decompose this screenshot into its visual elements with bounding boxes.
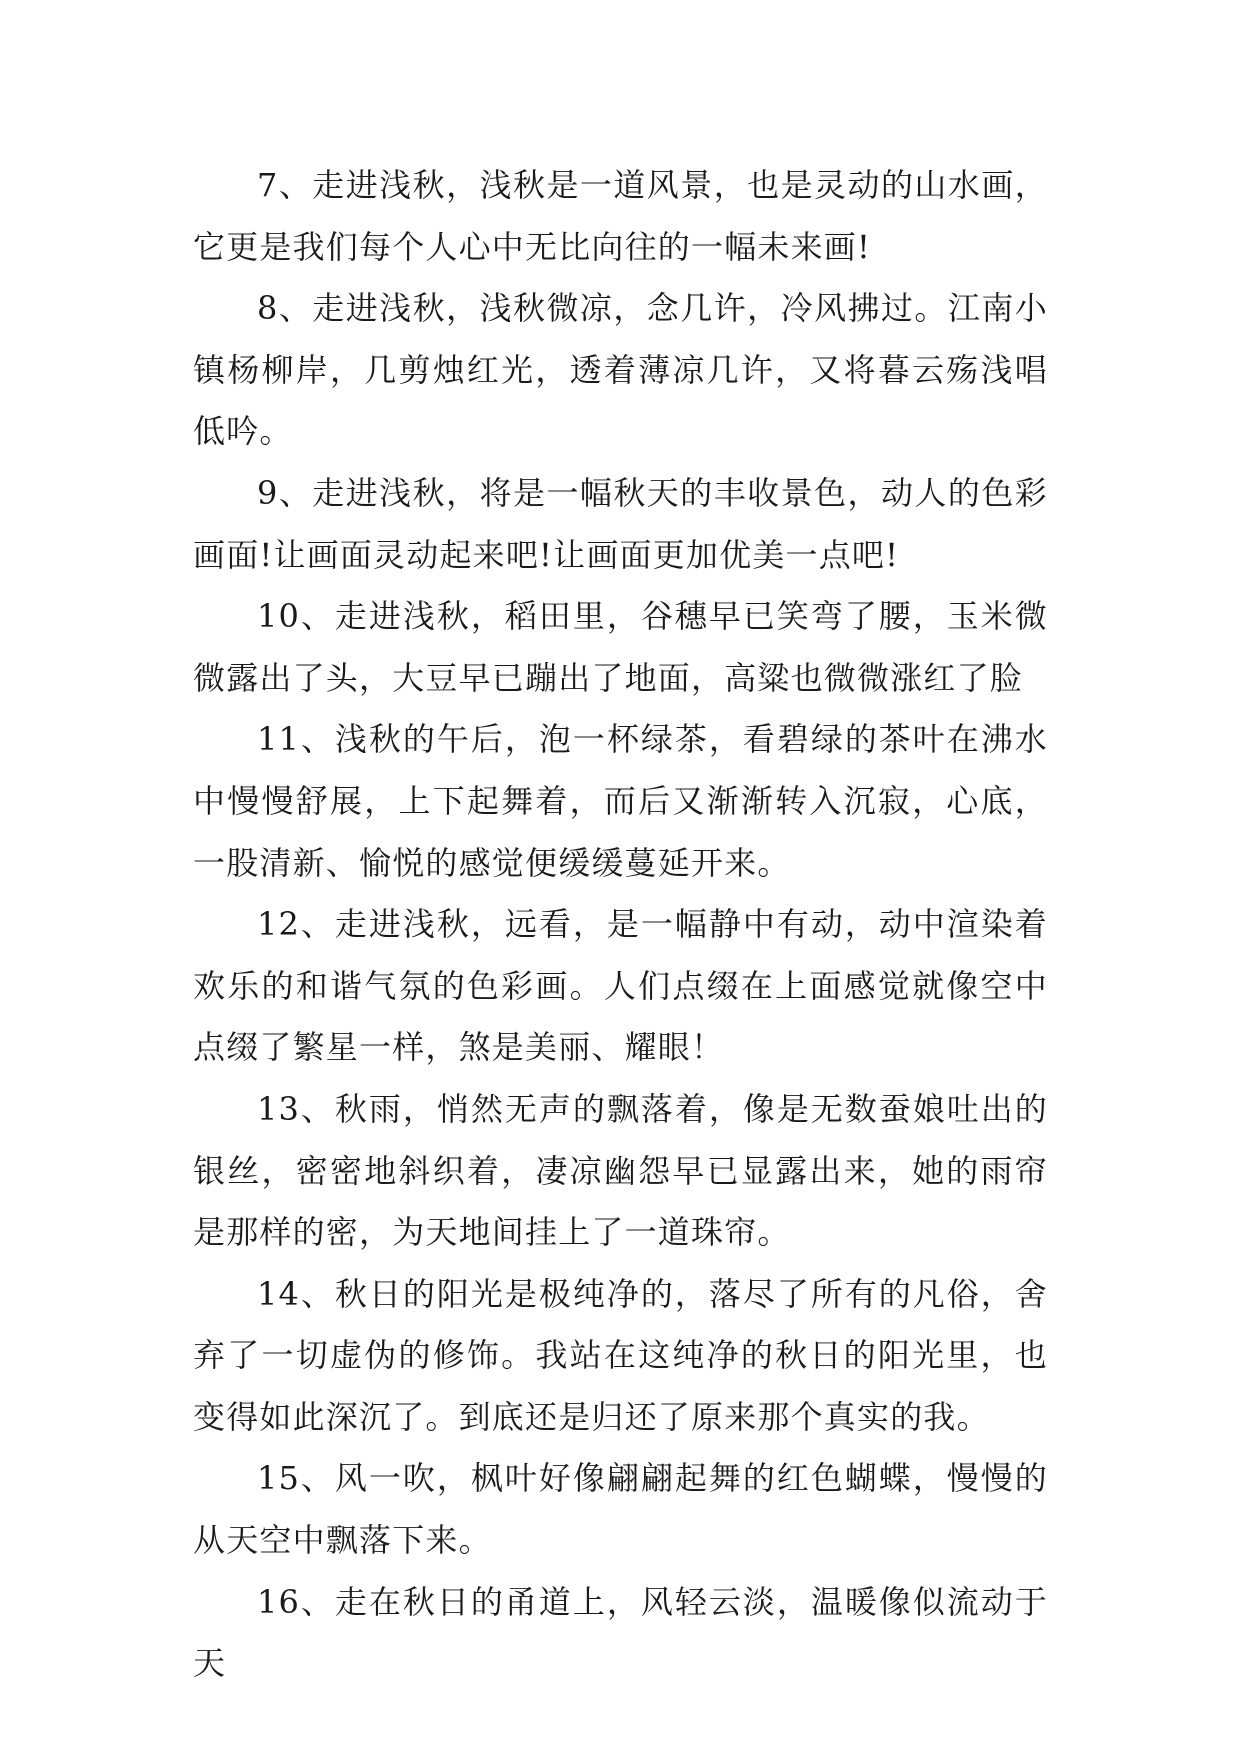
paragraph-8: 8、走进浅秋，浅秋微凉，念几许，冷风拂过。江南小镇杨柳岸，几剪烛红光，透着薄凉几许，又将暮云殇浅唱低吟。 bbox=[193, 289, 1048, 451]
paragraph-12: 12、走进浅秋，远看，是一幅静中有动，动中渲染着欢乐的和谐气氛的色彩画。人们点缀在上面感觉就像空中点缀了繁星一样，煞是美丽、耀眼！ bbox=[193, 905, 1048, 1067]
paragraph-9: 9、走进浅秋，将是一幅秋天的丰收景色，动人的色彩画面!让画面灵动起来吧!让画面更加优美一点吧! bbox=[193, 473, 1048, 574]
paragraph-10: 10、走进浅秋，稻田里，谷穗早已笑弯了腰，玉米微微露出了头，大豆早已蹦出了地面，高粱也微微涨红了脸 bbox=[193, 597, 1048, 697]
paragraph-11: 11、浅秋的午后，泡一杯绿茶，看碧绿的茶叶在沸水中慢慢舒展，上下起舞着，而后又渐渐转入沉寂，心底，一股清新、愉悦的感觉便缓缓蔓延开来。 bbox=[193, 720, 1048, 882]
paragraph-14: 14、秋日的阳光是极纯净的，落尽了所有的凡俗，舍弃了一切虚伪的修饰。我站在这纯净的秋日的阳光里，也变得如此深沉了。到底还是归还了原来那个真实的我。 bbox=[193, 1274, 1048, 1436]
document-body bbox=[193, 155, 1048, 1695]
paragraph-13: 13、秋雨，悄然无声的飘落着，像是无数蚕娘吐出的银丝，密密地斜织着，凄凉幽怨早已显露出来，她的雨帘是那样的密，为天地间挂上了一道珠帘。 bbox=[193, 1089, 1048, 1252]
paragraph-16: 16、走在秋日的甬道上，风轻云淡，温暖像似流动于天 bbox=[193, 1582, 1048, 1683]
paragraph-7: 7、走进浅秋，浅秋是一道风景，也是灵动的山水画，它更是我们每个人心中无比向往的一幅未来画! bbox=[193, 166, 1048, 266]
paragraph-15: 15、风一吹，枫叶好像翩翩起舞的红色蝴蝶，慢慢的从天空中飘落下来。 bbox=[193, 1459, 1048, 1560]
